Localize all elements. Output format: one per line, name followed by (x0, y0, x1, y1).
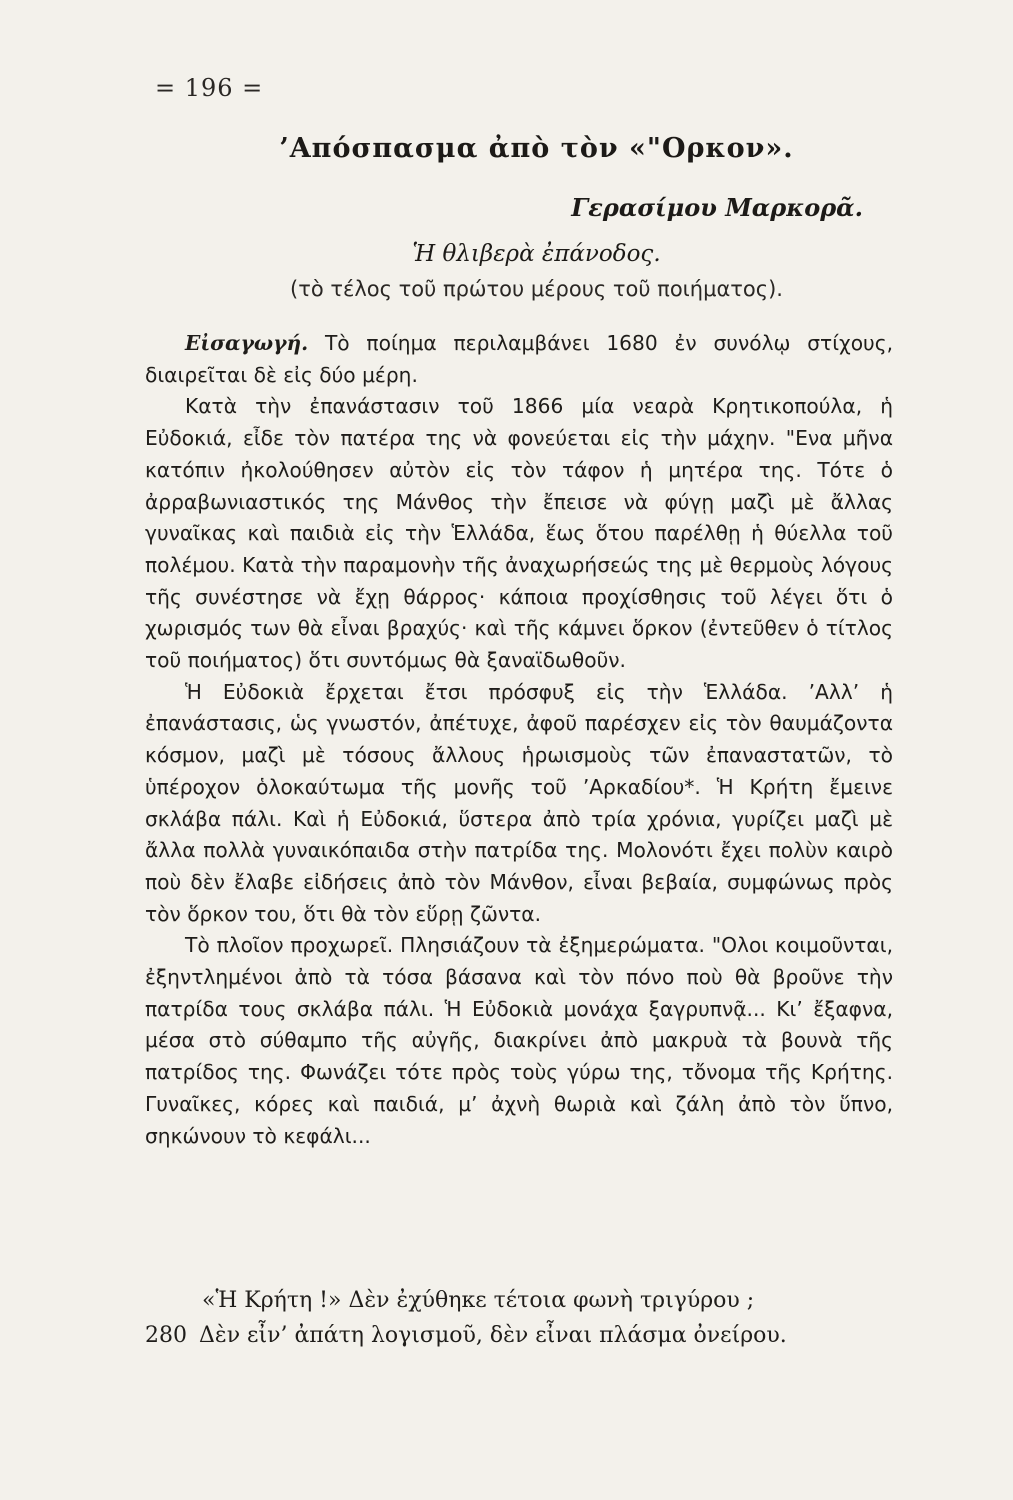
verse-text: «Ἡ Κρήτη !» Δὲν ἐχύθηκε τέτοια φωνὴ τριγύρου ; (202, 1288, 755, 1313)
paragraph-text: Τὸ πλοῖον προχωρεῖ. Πλησιάζουν τὰ ἐξημερώματα. "Ολοι κοιμοῦνται, ἐξηντλημένοι ἀπὸ τὰ τόσα βάσανα καὶ τὸν πόνο ποὺ θὰ βροῦνε τὴν πατρίδα τους σκλάβα πάλι. Ἡ Εὐδοκιὰ μονάχα ξαγρυπνᾷ... Κι’ ἔξαφνα, μέσα στὸ σύθαμπο τῆς αὐγῆς, διακρίνει ἀπὸ μακρυὰ τὰ βουνὰ τῆς πατρίδος της. Φωνάζει τότε πρὸς τοὺς γύρω της, τὄνομα τῆς Κρήτης. Γυναῖκες, κόρες καὶ παιδιά, μ’ ἀχνὴ θωριὰ καὶ ζάλη ἀπὸ τὸν ὕπνο, σηκώνουν τὸ κεφάλι... (145, 933, 893, 1148)
paragraph (145, 677, 893, 931)
verse-text: Δὲν εἶν’ ἀπάτη λογισμοῦ, δὲν εἶναι πλάσμα ὀνείρου. (199, 1323, 787, 1348)
body-text (145, 328, 893, 1152)
paragraph-text: Τὸ ποίημα περιλαμβάνει 1680 ἐν συνόλῳ στίχους, διαιρεῖται δὲ εἰς δύο μέρη. (145, 331, 893, 387)
verse-number: 280 (145, 1323, 187, 1348)
author-name: Γερασίμου Μαρκορᾶ. (571, 193, 863, 222)
page-number: = 196 = (155, 74, 264, 102)
paragraph-lead: Εἰσαγωγή. (185, 331, 309, 355)
poem-subtitle: Ἡ θλιβερὰ ἐπάνοδος. (412, 241, 661, 267)
verse-line (145, 1323, 905, 1348)
paragraph-text: Κατὰ τὴν ἐπανάστασιν τοῦ 1866 μία νεαρὰ Κρητικοπούλα, ἡ Εὐδοκιά, εἶδε τὸν πατέρα της νὰ φονεύεται εἰς τὴν μάχην. "Ενα μῆνα κατόπιν ἠκολούθησεν αὐτὸν εἰς τὸν τάφον ἡ μητέρα της. Τότε ὁ ἀρραβωνιαστικός της Μάνθος τὴν ἔπεισε νὰ φύγῃ μαζὶ μὲ ἄλλας γυναῖκας καὶ παιδιὰ εἰς τὴν Ἑλλάδα, ἕως ὅτου παρέλθῃ ἡ θύελλα τοῦ πολέμου. Κατὰ τὴν παραμονὴν τῆς ἀναχωρήσεώς της μὲ θερμοὺς λόγους τῆς συνέστησε νὰ ἔχῃ θάρρος· κάποια προχίσθησις τοῦ λέγει ὅτι ὁ χωρισμός των θὰ εἶναι βραχύς· καὶ τῆς κάμνει ὅρκον (ἐντεῦθεν ὁ τίτλος τοῦ ποιήματος) ὅτι συντόμως θὰ ξαναϊδωθοῦν. (145, 394, 893, 673)
paragraph (145, 391, 893, 676)
section-title: ’Απόσπασμα ἀπὸ τὸν «"Ορκον». (279, 133, 794, 164)
paragraph (145, 930, 893, 1152)
paragraph-introduction (145, 328, 893, 391)
paragraph-text: Ἡ Εὐδοκιὰ ἔρχεται ἔτσι πρόσφυξ εἰς τὴν Ἑλλάδα. ’Αλλ’ ἡ ἐπανάστασις, ὡς γνωστόν, ἀπέτυχε, ἀφοῦ παρέσχεν εἰς τὸν θαυμάζοντα κόσμον, μαζὶ μὲ τόσους ἄλλους ἡρωισμοὺς τῶν ἐπαναστατῶν, τὸ ὑπέροχον ὁλοκαύτωμα τῆς μονῆς τοῦ ’Αρκαδίου*. Ἡ Κρήτη ἔμεινε σκλάβα πάλι. Καὶ ἡ Εὐδοκιά, ὕστερα ἀπὸ τρία χρόνια, γυρίζει μαζὶ μὲ ἄλλα πολλὰ γυναικόπαιδα στὴν πατρίδα της. Μολονότι ἔχει πολὺν καιρὸ ποὺ δὲν ἔλαβε εἰδήσεις ἀπὸ τὸν Μάνθον, εἶναι βεβαία, συμφώνως πρὸς τὸν ὅρκον του, ὅτι θὰ τὸν εὕρῃ ζῶντα. (145, 679, 893, 926)
verse-line (202, 1288, 962, 1313)
subtitle-note: (τὸ τέλος τοῦ πρώτου μέρους τοῦ ποιήματος). (290, 277, 783, 301)
